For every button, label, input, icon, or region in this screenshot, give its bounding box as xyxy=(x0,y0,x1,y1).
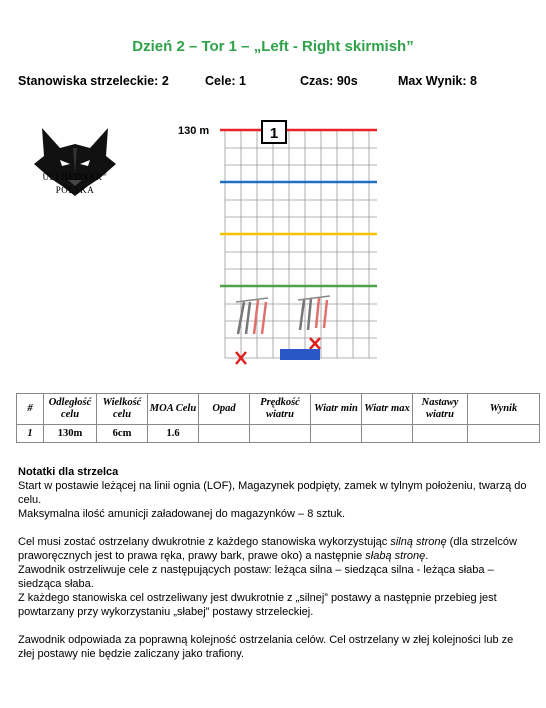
notes-paragraph: Start w postawie leżącej na linii ognia (LOF), Magazynek podpięty, zamek w tylnym położeniu, twarzą do celu. xyxy=(18,480,527,506)
cross-icon-right xyxy=(310,338,320,349)
col-header: Prędkość wiatru xyxy=(250,394,311,425)
col-header: Wiatr max xyxy=(362,394,413,425)
targets-count: Cele: 1 xyxy=(205,74,246,88)
notes-paragraph: Maksymalna ilość amunicji załadowanej do magazynków – 8 sztuk. xyxy=(18,508,346,520)
table-cell: 1.6 xyxy=(148,425,199,443)
distance-label: 130 m xyxy=(178,125,210,137)
table-cell xyxy=(250,425,311,443)
stations-count: Stanowiska strzeleckie: 2 xyxy=(18,74,169,88)
shooting-mat xyxy=(280,349,320,360)
table-cell xyxy=(311,425,362,443)
table-cell: 130m xyxy=(44,425,97,443)
notes-heading: Notatki dla strzelca xyxy=(18,466,119,478)
table-cell xyxy=(199,425,250,443)
table-cell xyxy=(362,425,413,443)
range-diagram xyxy=(170,112,380,372)
logo-name: ULFHEDNAR® xyxy=(42,172,108,182)
target-number: 1 xyxy=(269,125,279,142)
time-limit: Czas: 90s xyxy=(300,74,358,88)
col-header: Opad xyxy=(199,394,250,425)
table-cell: 1 xyxy=(17,425,44,443)
table-cell xyxy=(413,425,468,443)
results-table xyxy=(16,393,540,443)
notes-paragraph: Zawodnik ostrzeliwuje cele z następujących postaw: leżąca silna – siedząca silna - leżąca słaba – siedząca słaba. xyxy=(18,564,494,590)
col-header: Nastawy wiatru xyxy=(413,394,468,425)
max-score: Max Wynik: 8 xyxy=(398,74,477,88)
notes-paragraph: Z każdego stanowiska cel ostrzeliwany jest dwukrotnie z „silnej” postawy a następnie przebieg jest powtarzany przy wykorzystaniu „słabej” postawy strzeleckiej. xyxy=(18,592,497,618)
shooter-notes xyxy=(18,465,530,661)
col-header: MOA Celu xyxy=(148,394,199,425)
col-header: Odległość celu xyxy=(44,394,97,425)
rifle-icons-right xyxy=(298,296,330,330)
page-title: Dzień 2 – Tor 1 – „Left - Right skirmish” xyxy=(132,38,414,55)
table-row xyxy=(17,425,540,443)
col-header: # xyxy=(17,394,44,425)
col-header: Wynik xyxy=(468,394,540,425)
table-cell xyxy=(468,425,540,443)
table-header-row xyxy=(17,394,540,425)
col-header: Wiatr min xyxy=(311,394,362,425)
notes-paragraph: Cel musi zostać ostrzelany dwukrotnie z każdego stanowiska wykorzystując silną stronę (dla strzelców praworęcznych jest to prawa ręka, prawy bark, prawe oko) a następnie słabą stronę. xyxy=(18,536,517,562)
notes-paragraph: Zawodnik odpowiada za poprawną kolejność ostrzelania celów. Cel ostrzelany w złej kolejności lub ze złej postawy nie będzie zaliczany jako trafiony. xyxy=(18,634,514,660)
col-header: Wielkość celu xyxy=(97,394,148,425)
table-cell: 6cm xyxy=(97,425,148,443)
logo-country: POLSKA xyxy=(55,185,95,195)
